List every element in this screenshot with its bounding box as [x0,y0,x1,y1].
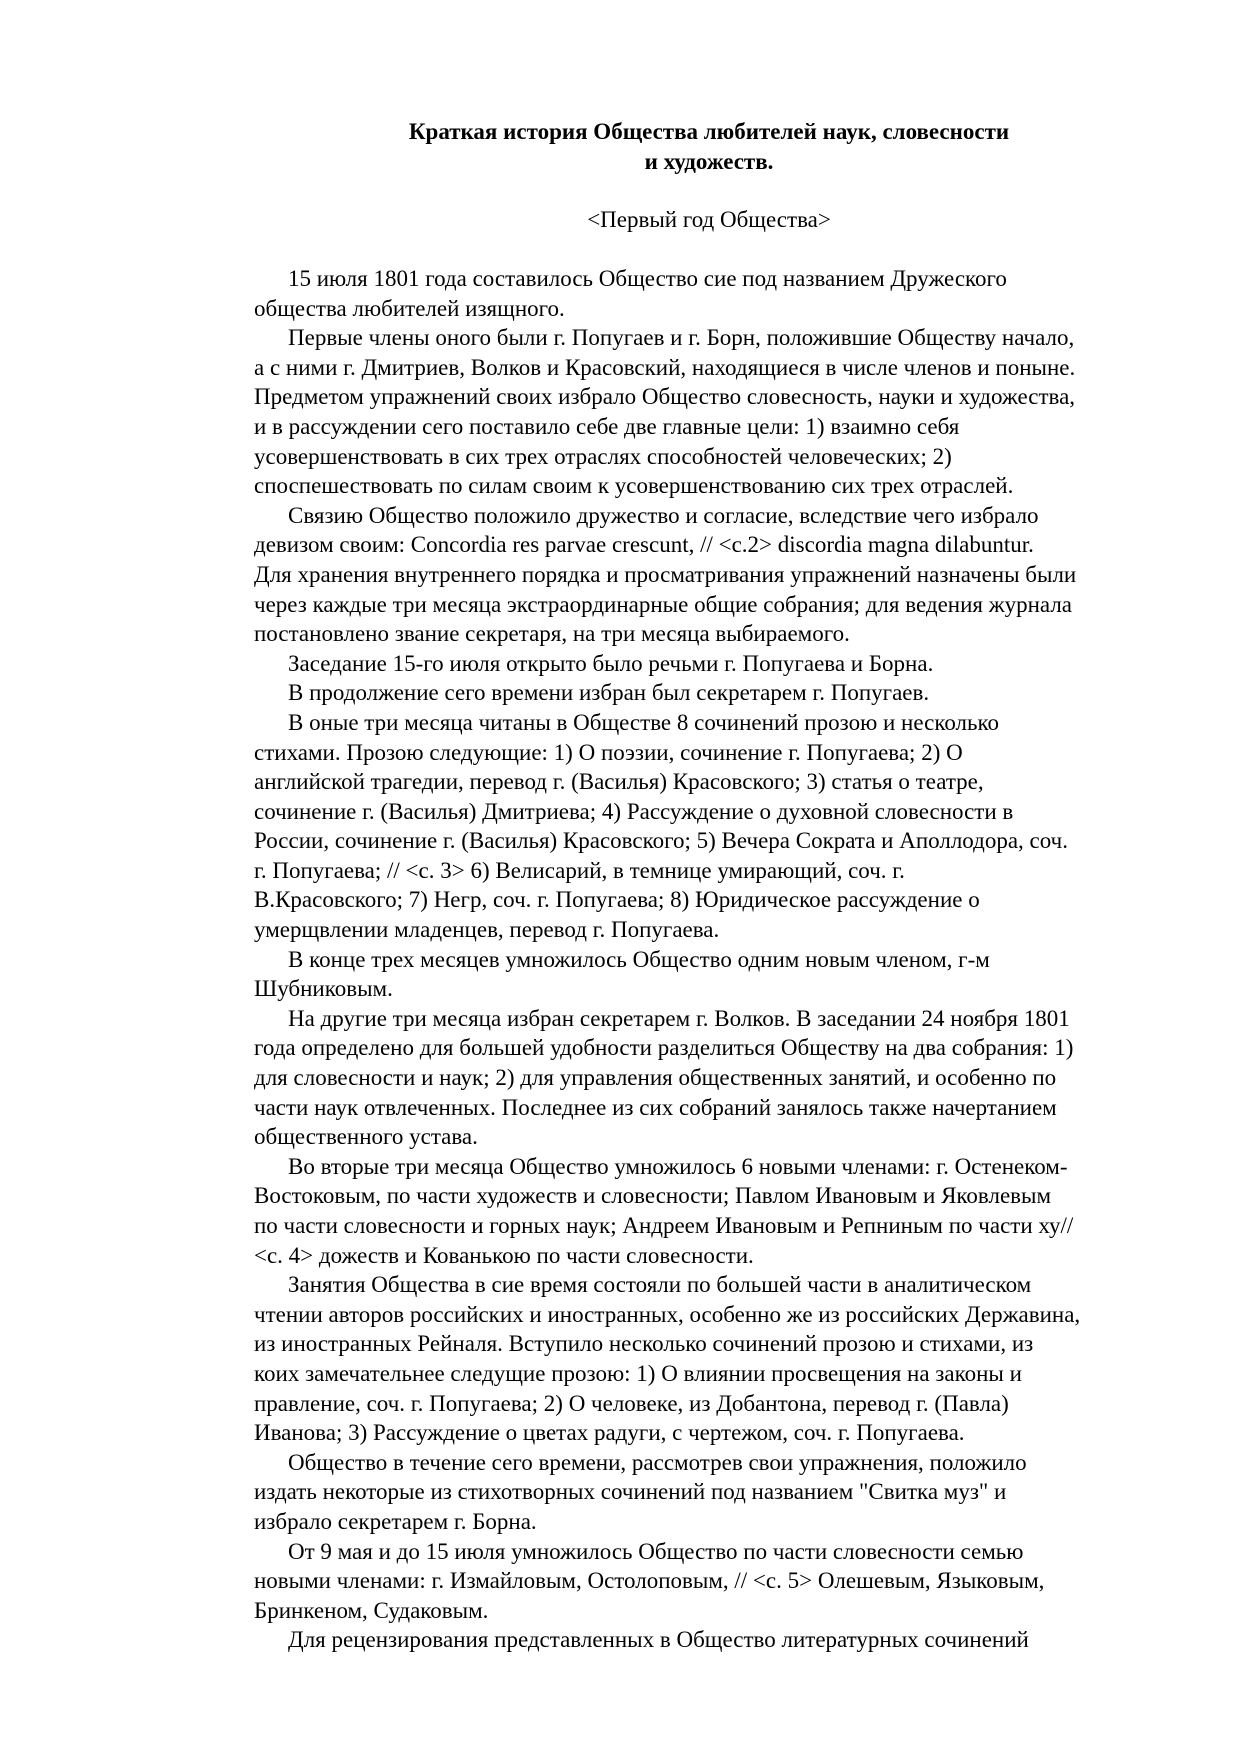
text-line: умерщвлении младенцев, перевод г. Попугаева. [254,917,720,943]
text-line: Для рецензирования представленных в Общество литературных сочинений [288,1627,1029,1653]
title-line: и художеств. [644,149,774,174]
text-line: через каждые три месяца экстраординарные общие собрания; для ведения журнала [254,591,1073,617]
text-line: В конце трех месяцев умножилось Общество одним новым членом, г-м [288,946,990,972]
paragraph [254,323,1174,501]
text-line: Во вторые три месяца Общество умножилось 6 новыми членами: г. Остенеком- [288,1153,1068,1179]
paragraph [254,678,1174,708]
text-line: Заседание 15-го июля открыто было речьми г. Попугаева и Борна. [288,650,934,676]
text-line: издать некоторые из стихотворных сочинений под названием "Свитка муз" и [254,1479,1007,1505]
text-line: и в рассуждении сего поставило себе две главные цели: 1) взаимно себя [254,413,960,439]
text-line: части наук отвлеченных. Последнее из сих собраний занялось также начертанием [254,1094,1057,1120]
text-line: избрало секретарем г. Борна. [254,1508,537,1534]
text-line: Первые члены оного были г. Попугаев и г. Борн, положившие Обществу начало, [288,325,1075,351]
title-line: Краткая история Общества любителей наук, словесности [408,119,1010,144]
paragraph [254,1537,1174,1626]
text-line: чтении авторов российских и иностранных, особенно же из российских Державина, [254,1301,1081,1327]
text-line: а с ними г. Дмитриев, Волков и Красовский, находящиеся в числе членов и поныне. [254,354,1076,380]
text-line: Связию Общество положило дружество и согласие, вследствие чего избрало [288,502,1039,528]
paragraph [254,1270,1174,1448]
text-line: От 9 мая и до 15 июля умножилось Общество по части словесности семью [288,1538,1024,1564]
paragraph [254,708,1174,945]
text-line: новыми членами: г. Измайловым, Остолоповым, // <с. 5> Олешевым, Языковым, [254,1568,1045,1594]
text-line: Иванова; 3) Рассуждение о цветах радуги, с чертежом, соч. г. Попугаева. [254,1420,965,1446]
text-line: Общество в течение сего времени, рассмотрев свои упражнения, положило [288,1449,1027,1475]
text-line: правление, соч. г. Попугаева; 2) О человеке, из Добантона, перевод г. (Павла) [254,1390,1009,1416]
section-heading: <Первый год Общества> [587,207,831,232]
paragraph [254,1625,1174,1655]
text-line: В.Красовского; 7) Негр, соч. г. Попугаева; 8) Юридическое рассуждение о [254,887,980,913]
text-line: Занятия Общества в сие время состояли по большей части в аналитическом [288,1272,1032,1298]
text-line: коих замечательнее следущие прозою: 1) О влиянии просвещения на законы и [254,1360,1022,1386]
text-line: общества любителей изящного. [254,295,565,321]
text-line: английской трагедии, перевод г. (Василья) Красовского; 3) статья о театре, [254,769,984,795]
text-line: общественного устава. [254,1124,478,1150]
text-line: Для хранения внутреннего порядка и просматривания упражнений назначены были [254,561,1077,587]
text-line: постановлено звание секретаря, на три месяца выбираемого. [254,621,850,647]
text-line: Востоковым, по части художеств и словесности; Павлом Ивановым и Яковлевым [254,1183,1052,1209]
text-line: Шубниковым. [254,976,393,1002]
text-line: г. Попугаева; // <с. 3> 6) Велисарий, в темнице умирающий, соч. г. [254,857,905,883]
paragraph [254,649,1174,679]
text-line: 15 июля 1801 года составилось Общество сие под названием Дружеского [288,266,1007,291]
text-line: стихами. Прозою следующие: 1) О поэзии, сочинение г. Попугаева; 2) О [254,739,963,765]
text-line: сочинение г. (Василья) Дмитриева; 4) Рассуждение о духовной словесности в [254,798,1014,824]
document-body [254,264,1174,1655]
text-line: На другие три месяца избран секретарем г. Волков. В заседании 24 ноября 1801 [288,1005,1070,1031]
paragraph [254,945,1174,1004]
text-line: Предметом упражнений своих избрало Общество словесность, науки и художества, [254,384,1076,410]
text-line: Бринкеном, Судаковым. [254,1597,489,1623]
text-line: В продолжение сего времени избран был секретарем г. Попугаев. [288,680,930,706]
text-line: споспешествовать по силам своим к усовершенствованию сих трех отраслей. [254,473,1014,499]
document-title [254,117,1164,177]
paragraph [254,1152,1174,1270]
text-line: России, сочинение г. (Василья) Красовского; 5) Вечера Сократа и Аполлодора, соч. [254,828,1068,854]
text-line: В оные три месяца читаны в Обществе 8 сочинений прозою и несколько [288,709,1000,735]
paragraph [254,264,1174,323]
text-line: года определено для большей удобности разделиться Обществу на два собрания: 1) [254,1035,1074,1061]
paragraph [254,501,1174,649]
text-line: по части словесности и горных наук; Андреем Ивановым и Репниным по части ху// [254,1213,1074,1238]
text-line: <с. 4> дожеств и Кованькою по части словесности. [254,1242,754,1268]
text-line: для словесности и наук; 2) для управления общественных занятий, и особенно по [254,1065,1057,1091]
paragraph [254,1004,1174,1152]
text-line: из иностранных Рейналя. Вступило несколько сочинений прозою и стихами, из [254,1331,1034,1357]
text-line: девизом своим: Concordia res parvae crescunt, // <c.2> discordia magna dilabuntur. [254,532,1034,558]
paragraph [254,1448,1174,1537]
text-line: усовершенствовать в сих трех отраслях способностей человеческих; 2) [254,443,952,469]
